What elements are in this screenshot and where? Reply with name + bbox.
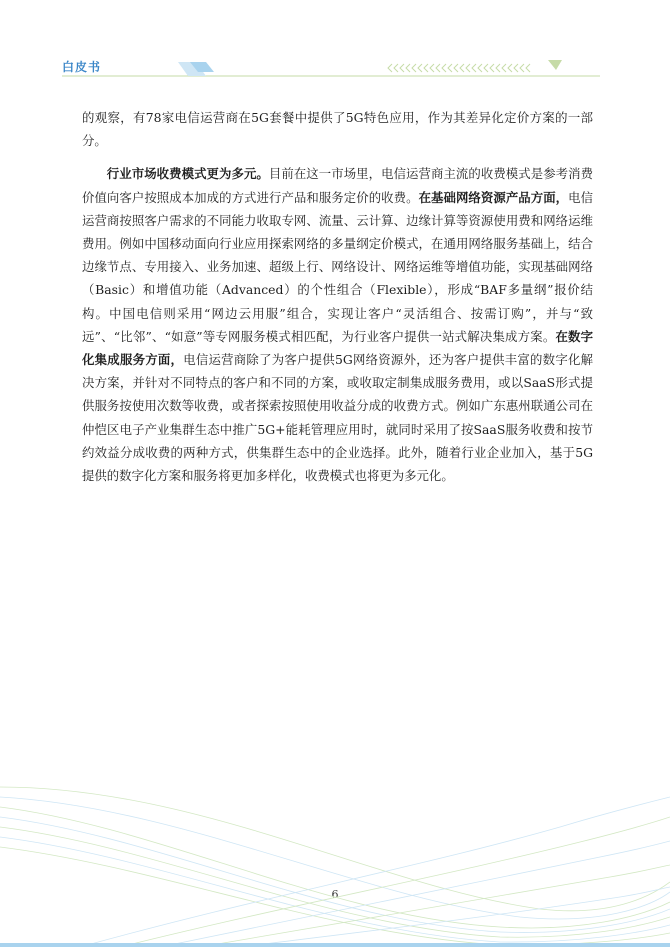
page-number: 6 <box>331 888 339 901</box>
bold-lead-2: 在基础网络资源产品方面， <box>418 189 569 205</box>
text-3: 电信运营商除了为客户提供5G网络资源外，还为客户提供丰富的数字化解决方案，并针对不同特点的客户和不同的方案，或收取定制集成服务费用，或以SaaS形式提供服务按使用次数等收费，或者探索按照使用收益分成的收费方式。例如广东惠州联通公司在仲恺区电子产业集群生态中推广5G+能耗管理应用时，就同时采用了按SaaS服务收费和按节约效益分成收费的两种方式，供集群生态中的企业选择。此外，随着行业企业加入，基于5G提供的数字化方案和服务将更加多样化，收费模式也将更为多元化。 <box>82 352 594 484</box>
bold-lead-1: 行业市场收费模式更为多元。 <box>106 166 269 182</box>
bold-lead-3: 在数字化集成服务方面， <box>82 328 594 368</box>
doc-type-label: 白皮书 <box>62 60 102 74</box>
header-decoration <box>0 0 670 90</box>
page-header <box>0 0 670 90</box>
paragraph-fee-models <box>82 162 593 487</box>
paragraph-continuation: 的观察，有78家电信运营商在5G套餐中提供了5G特色应用，作为其差异化定价方案的一部分。 <box>82 110 593 149</box>
text-1: 目前在这一市场里，电信运营商主流的收费模式是参考消费价值向客户按照成本加成的方式进行产品和服务定价的收费。 <box>82 166 593 205</box>
text-2: 电信运营商按照客户需求的不同能力收取专网、流量、云计算、边缘计算等资源使用费和网络运维费用。例如中国移动面向行业应用探索网络的多量纲定价模式，在通用网络服务基础上，结合边缘节点、专用接入、业务加速、超级上行、网络设计、网络运维等增值功能，实现基础网络（Basic）和增值功能（Advanced）的个性组合（Flexible），形成“BAF多量纲”报价结构。中国电信则采用“网边云用服”组合，实现让客户“灵活组合、按需订购”，并与“致远”、“比邻”、“如意”等专网服务模式相匹配，为行业客户提供一站式解决集成方案。 <box>82 189 594 344</box>
footer-wave-decoration <box>0 767 670 947</box>
body-text <box>82 106 593 497</box>
